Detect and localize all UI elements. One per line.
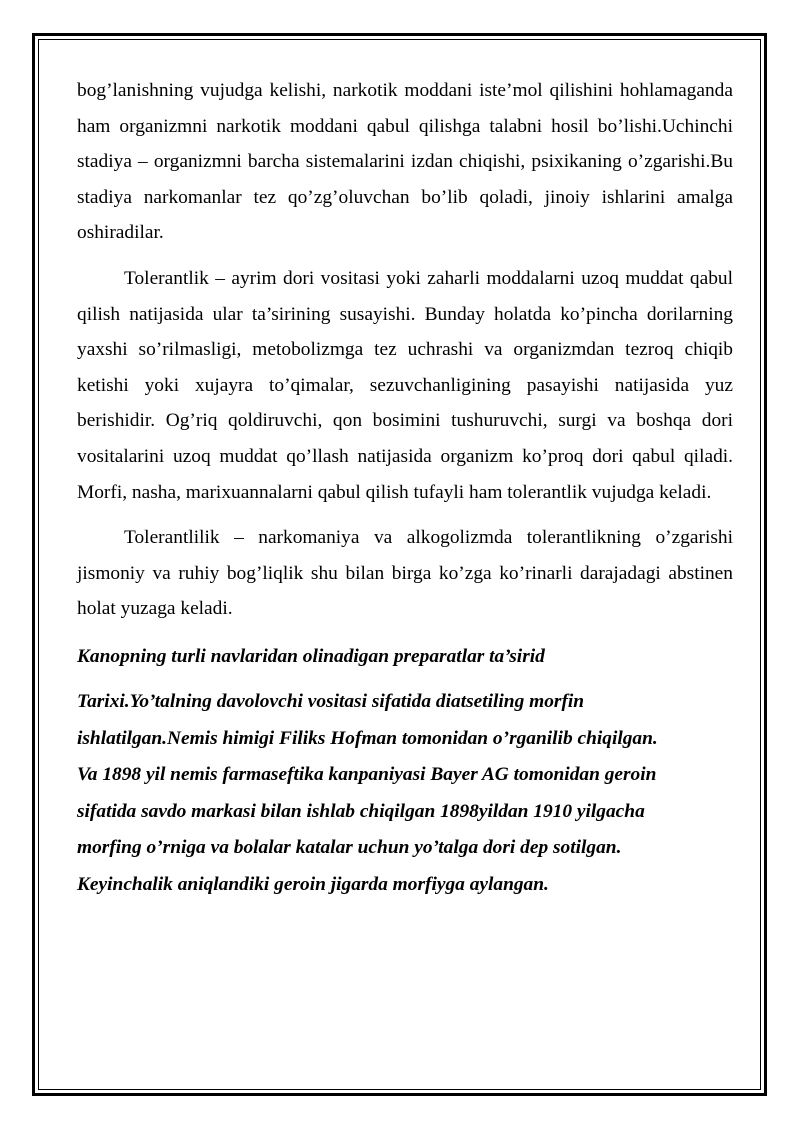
paragraph-tolerantlilik: Tolerantlilik – narkomaniya va alkogolizmda tolerantlikning o’zgarishi jismoniy va ruhiy bog’liqlik shu bilan birga ko’zga ko’rinarli darajadagi abstinen holat yuzaga keladi. (77, 527, 733, 620)
page-content (77, 73, 733, 903)
paragraph-stages: bog’lanishning vujudga kelishi, narkotik moddani iste’mol qilishini hohlamaganda ham organizmni narkotik moddani qabul qilishga talabni hosil bo’lishi.Uchinchi stadiya – organizmni barcha sistemalarini izdan chiqishi, psixikaning o’zgarishi.Bu stadiya narkomanlar tez qo’zg’oluvchan bo’lib qoladi, jinoiy ishlarini amalga oshiradilar. (77, 80, 733, 244)
section-heading: Kanopning turli navlaridan olinadigan preparatlar ta’sirid (77, 645, 545, 667)
history-paragraph: Tarixi.Yo’talning davolovchi vositasi sifatida diatsetiling morfin ishlatilgan.Nemis himigi Filiks Hofman tomonidan o’rganilib chiqilgan. Va 1898 yil nemis farmaseftika kanpaniyasi Bayer AG tomonidan geroin sifatida savdo markasi bilan ishlab chiqilgan 1898yildan 1910 yilgacha morfing o’rniga va bolalar katalar uchun yo’talga dori dep sotilgan. Keyinchalik aniqlandiki geroin jigarda morfiyga aylangan. (77, 690, 658, 895)
paragraph-tolerantlik: Tolerantlik – ayrim dori vositasi yoki zaharli moddalarni uzoq muddat qabul qilish natijasida ular ta’sirining susayishi. Bunday holatda ko’pincha dorilarning yaxshi so’rilmasligi, metobolizmga tez uchrashi va organizmdan tezroq chiqib ketishi yoki xujayra to’qimalar, sezuvchanligining pasayishi natijasida yuz berishidir. Og’riq qoldiruvchi, qon bosimini tushuruvchi, surgi va boshqa dori vositalarini uzoq muddat qo’llash natijasida organizm ko’proq dori qabul qiladi. Morfi, nasha, marixuannalarni qabul qilish tufayli ham tolerantlik vujudga keladi. (77, 267, 733, 503)
